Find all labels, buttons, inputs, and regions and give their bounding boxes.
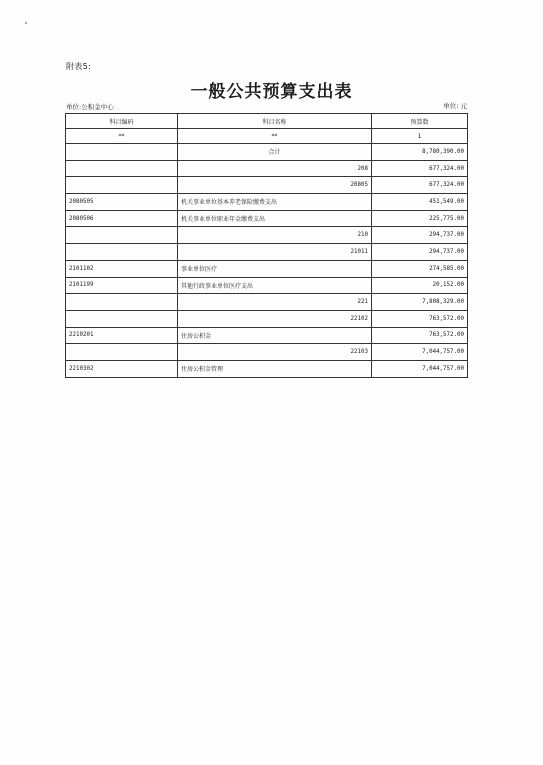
table-row [66, 277, 468, 294]
name-cell: 合计 [178, 144, 372, 161]
amount-cell: 8,780,390.00 [372, 144, 468, 161]
table-row [66, 344, 468, 361]
table-row [66, 294, 468, 311]
code-cell [66, 177, 178, 194]
table-row [66, 227, 468, 244]
amount-cell: 7,808,329.00 [372, 294, 468, 311]
code-cell [66, 144, 178, 161]
amount-cell: 294,737.00 [372, 227, 468, 244]
code-cell [66, 227, 178, 244]
name-cell: 208 [178, 160, 372, 177]
code-cell: 2101199 [66, 277, 178, 294]
name-cell: 22102 [178, 310, 372, 327]
amount-cell: 7,044,757.00 [372, 344, 468, 361]
page-title: 一般公共预算支出表 [190, 82, 353, 102]
table-row [66, 327, 468, 344]
index-row [66, 129, 468, 144]
amount-cell: 763,572.00 [372, 327, 468, 344]
column-header-code: 科目编码 [66, 114, 178, 129]
table-row [66, 260, 468, 277]
code-cell [66, 310, 178, 327]
table-row [66, 244, 468, 261]
name-cell: 其他行政事业单位医疗支出 [178, 277, 372, 294]
table-row [66, 360, 468, 377]
name-cell: 住房公积金 [178, 327, 372, 344]
code-cell: 2210302 [66, 360, 178, 377]
budget-table [65, 113, 468, 378]
currency-unit-label: 单位: 元 [443, 102, 467, 110]
table-row [66, 210, 468, 227]
code-cell: 2210201 [66, 327, 178, 344]
name-cell: 210 [178, 227, 372, 244]
unit-label: 单位:公积金中心 [66, 103, 114, 111]
code-cell [66, 160, 178, 177]
name-cell: 住房公积金管理 [178, 360, 372, 377]
table-row [66, 160, 468, 177]
code-cell [66, 294, 178, 311]
code-cell [66, 344, 178, 361]
code-cell: 2080505 [66, 194, 178, 211]
name-cell: 机关事业单位职业年金缴费支出 [178, 210, 372, 227]
table-row [66, 144, 468, 161]
table-row [66, 194, 468, 211]
index-cell: ** [178, 129, 372, 144]
scan-speck [25, 22, 27, 24]
name-cell: 事业单位医疗 [178, 260, 372, 277]
name-cell: 221 [178, 294, 372, 311]
code-cell [66, 244, 178, 261]
table-header-row [66, 114, 468, 129]
table-row [66, 310, 468, 327]
amount-cell: 677,324.00 [372, 160, 468, 177]
amount-cell: 451,549.00 [372, 194, 468, 211]
name-cell: 22103 [178, 344, 372, 361]
attachment-label: 附表5: [66, 62, 91, 71]
amount-cell: 274,585.00 [372, 260, 468, 277]
code-cell: 2080506 [66, 210, 178, 227]
amount-cell: 20,152.00 [372, 277, 468, 294]
amount-cell: 294,737.00 [372, 244, 468, 261]
amount-cell: 677,324.00 [372, 177, 468, 194]
amount-cell: 763,572.00 [372, 310, 468, 327]
column-header-name: 科目名称 [178, 114, 372, 129]
name-cell: 机关事业单位基本养老保险缴费支出 [178, 194, 372, 211]
index-cell: 1 [372, 129, 468, 144]
name-cell: 21011 [178, 244, 372, 261]
column-header-amount: 预算数 [372, 114, 468, 129]
code-cell: 2101102 [66, 260, 178, 277]
amount-cell: 225,775.00 [372, 210, 468, 227]
name-cell: 20805 [178, 177, 372, 194]
table-row [66, 177, 468, 194]
amount-cell: 7,044,757.00 [372, 360, 468, 377]
index-cell: ** [66, 129, 178, 144]
